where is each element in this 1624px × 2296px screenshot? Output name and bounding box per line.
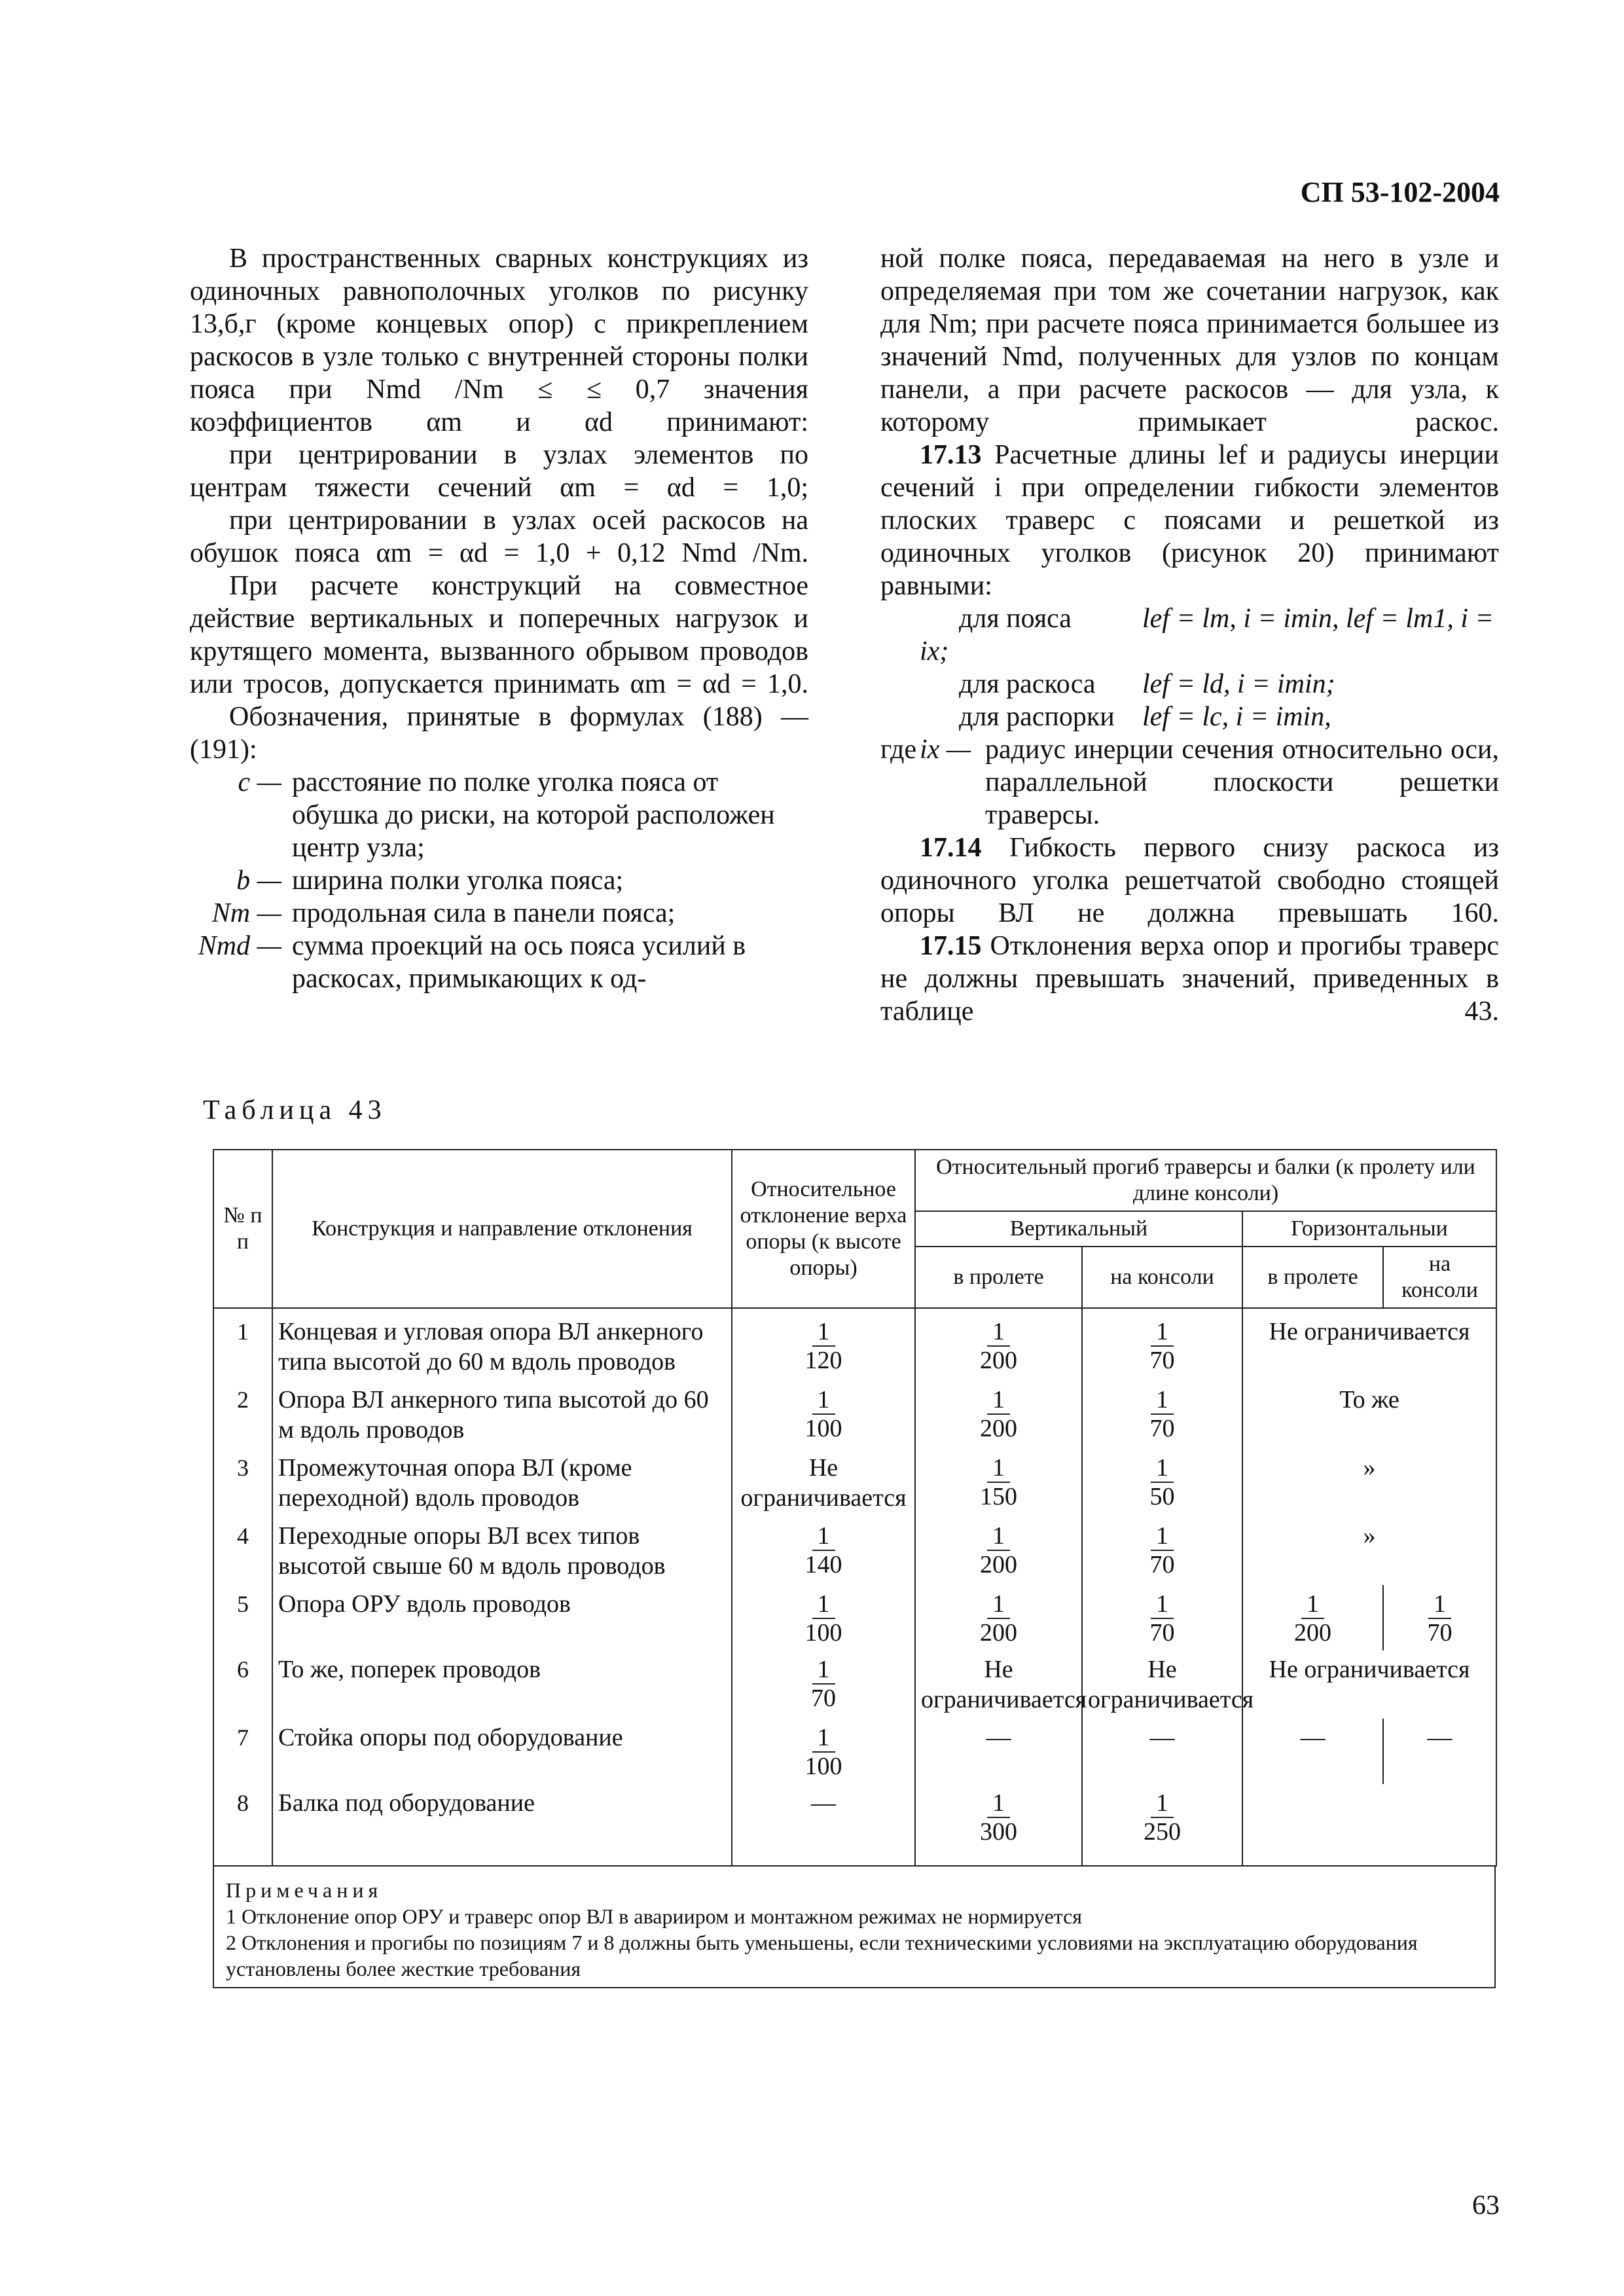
cell-vertical-console: [1082, 1308, 1242, 1381]
table-row: [213, 1784, 1496, 1866]
doc-code-header: СП 53-102-2004: [1300, 176, 1500, 208]
left-text-column: [190, 242, 808, 995]
table-notes: [213, 1867, 1496, 1988]
clause-17-13: 17.13 Расчетные длины lef и радиусы инерции сечений i при определении гибкости элементов плоских траверс с поясами и решеткой из одиночных уголков (рисунок 20) принимают равными:: [880, 440, 1500, 601]
cell-construction: Концевая и угловая опора ВЛ анкерного типа высотой до 60 м вдоль проводов: [272, 1308, 732, 1381]
definition-item: Nm — продольная сила в панели пояса;: [211, 898, 676, 928]
paragraph: В пространственных сварных конструкциях из одиночных равнополочных уголков по рисунку 13,б,г (кроме концевых опор) с прикреплением раскосов в узле только с внутренней стороны полки пояса при Nmd /Nm ≤ ≤ 0,7 значения коэффициентов αm и αd принимают:: [190, 244, 808, 437]
deflection-table: [213, 1149, 1497, 1867]
header-relative-sag: Относительный прогиб траверсы и балки (к пролету или длине консоли): [915, 1150, 1496, 1211]
cell-vertical-span: [915, 1784, 1082, 1866]
cell-horizontal: Не ограничивается: [1242, 1650, 1496, 1719]
fraction: $\frac{1}{200}$: [1294, 1590, 1331, 1647]
table-43: [213, 1149, 1496, 1988]
table-row: [213, 1381, 1496, 1449]
paragraph: при центрировании в узлах элементов по центрам тяжести сечений αm = αd = 1,0;: [190, 440, 808, 503]
table-row: [213, 1650, 1496, 1719]
cell-num: 7: [213, 1719, 272, 1784]
clause-17-14: 17.14 Гибкость первого снизу раскоса из одиночного уголка решетчатой свободно стоящей опоры ВЛ не должна превышать 160.: [880, 833, 1500, 928]
header-horizontal-span: в пролете: [1242, 1247, 1383, 1308]
cell-construction: Переходные опоры ВЛ всех типов высотой свыше 60 м вдоль проводов: [272, 1517, 732, 1585]
notes-title: Примечания: [226, 1878, 383, 1902]
cell-vertical-console: Не ограничивается: [1082, 1650, 1242, 1719]
definition-item: Nmd — сумма проекций на ось пояса усилий в раскосах, примыкающих к од-: [198, 931, 746, 994]
paragraph: При расчете конструкций на совместное действие вертикальных и поперечных нагрузок и крутящего момента, вызванного обрывом проводов или тросов, допускается принимать αm = αd = 1,0.: [190, 571, 808, 699]
header-horizontal: Горизонтальныи: [1242, 1211, 1496, 1247]
definition-item: c — расстояние по полке уголка пояса от обушка до риски, на которой расположен центр узла;: [238, 767, 775, 863]
fraction: $\frac{1}{70}$: [1149, 1522, 1175, 1578]
formula-line: для пояса lef = lm, i = imin, lef = lm1, i = ix;: [920, 604, 1494, 666]
table-row: [213, 1585, 1496, 1650]
fraction: $\frac{1}{120}$: [804, 1318, 842, 1374]
cell-vertical-span: [915, 1449, 1082, 1517]
cell-num: 6: [213, 1650, 272, 1719]
fraction: $\frac{1}{70}$: [811, 1656, 836, 1712]
cell-vertical-span: [915, 1585, 1082, 1650]
header-relative-deflection: Относительное отклонение верха опоры (к высоте опоры): [732, 1150, 915, 1308]
fraction: $\frac{1}{50}$: [1149, 1454, 1175, 1510]
right-text-column: [880, 242, 1499, 1028]
formula-line: для распорки lef = lc, i = imin,: [959, 702, 1331, 732]
cell-top-deflection: [732, 1308, 915, 1381]
cell-vertical-console: [1082, 1784, 1242, 1866]
cell-construction: Опора ОРУ вдоль проводов: [272, 1585, 732, 1650]
cell-vertical-console: —: [1082, 1719, 1242, 1784]
fraction: $\frac{1}{70}$: [1149, 1386, 1175, 1442]
fraction: $\frac{1}{70}$: [1427, 1590, 1453, 1647]
header-construction: Конструкция и направление отклонения: [272, 1150, 732, 1308]
paragraph: при центрировании в узлах осей раскосов на обушок пояса αm = αd = 1,0 + 0,12 Nmd /Nm.: [190, 505, 808, 568]
definition-item: b — ширина полки уголка пояса;: [236, 866, 624, 896]
header-vertical: Вертикальный: [915, 1211, 1242, 1247]
fraction: $\frac{1}{200}$: [980, 1522, 1017, 1578]
cell-vertical-span: [915, 1381, 1082, 1449]
cell-top-deflection: [732, 1719, 915, 1784]
cell-construction: Балка под оборудование: [272, 1784, 732, 1866]
cell-num: 2: [213, 1381, 272, 1449]
formula-line: для раскоса lef = ld, i = imin;: [959, 669, 1335, 699]
fraction: $\frac{1}{100}$: [804, 1724, 842, 1780]
table-body: [213, 1308, 1496, 1866]
cell-vertical-span: [915, 1308, 1082, 1381]
header-num: № п п: [213, 1150, 272, 1308]
cell-num: 8: [213, 1784, 272, 1866]
table-row: [213, 1449, 1496, 1517]
fraction: $\frac{1}{200}$: [980, 1318, 1017, 1374]
cell-vertical-console: [1082, 1381, 1242, 1449]
fraction: $\frac{1}{100}$: [804, 1590, 842, 1647]
paragraph: Обозначения, принятые в формулах (188) — (191):: [190, 702, 808, 765]
cell-vertical-console: [1082, 1449, 1242, 1517]
cell-top-deflection: [732, 1517, 915, 1585]
cell-horizontal: »: [1242, 1517, 1496, 1585]
cell-num: 5: [213, 1585, 272, 1650]
cell-top-deflection: —: [732, 1784, 915, 1866]
formula-block: [880, 602, 1499, 733]
fraction: $\frac{1}{250}$: [1144, 1789, 1181, 1846]
cell-vertical-span: Не ограничивается: [915, 1650, 1082, 1719]
fraction: $\frac{1}{300}$: [980, 1789, 1017, 1846]
table-row: [213, 1719, 1496, 1784]
cell-top-deflection: [732, 1381, 915, 1449]
cell-top-deflection: [732, 1650, 915, 1719]
cell-num: 1: [213, 1308, 272, 1381]
cell-top-deflection: [732, 1585, 915, 1650]
cell-vertical-span: [915, 1517, 1082, 1585]
cell-horizontal-span: —: [1242, 1719, 1383, 1784]
fraction: $\frac{1}{70}$: [1149, 1590, 1175, 1647]
cell-num: 3: [213, 1449, 272, 1517]
cell-construction: То же, поперек проводов: [272, 1650, 732, 1719]
note-item: 1 Отклонение опор ОРУ и траверс опор ВЛ в аварииром и монтажном режимах не нормируется: [226, 1904, 1082, 1928]
header-vertical-console: на консоли: [1082, 1247, 1242, 1308]
table-row: [213, 1517, 1496, 1585]
cell-construction: Опора ВЛ анкерного типа высотой до 60 м вдоль проводов: [272, 1381, 732, 1449]
cell-vertical-span: —: [915, 1719, 1082, 1784]
cell-horizontal: Не ограничивается: [1242, 1308, 1496, 1381]
fraction: $\frac{1}{70}$: [1149, 1318, 1175, 1374]
cell-horizontal: [1242, 1784, 1496, 1866]
cell-horizontal-console: —: [1383, 1719, 1496, 1784]
header-vertical-span: в пролете: [915, 1247, 1082, 1308]
cell-top-deflection: Не ограничивается: [732, 1449, 915, 1517]
note-item: 2 Отклонения и прогибы по позициям 7 и 8 должны быть уменьшены, если техническими условиями на эксплуатацию оборудования установлены более жесткие требования: [226, 1931, 1418, 1980]
cell-horizontal: »: [1242, 1449, 1496, 1517]
fraction: $\frac{1}{140}$: [804, 1522, 842, 1578]
cell-num: 4: [213, 1517, 272, 1585]
cell-construction: Стойка опоры под оборудование: [272, 1719, 732, 1784]
where-definition: где ix — радиус инерции сечения относительно оси, параллельной плоскости решетки траверсы.: [880, 735, 1499, 830]
cell-horizontal-console: [1383, 1585, 1496, 1650]
cell-horizontal: То же: [1242, 1381, 1496, 1449]
table-caption: Таблица 43: [203, 1095, 387, 1125]
fraction: $\frac{1}{150}$: [980, 1454, 1017, 1510]
cell-construction: Промежуточная опора ВЛ (кроме переходной) вдоль проводов: [272, 1449, 732, 1517]
cell-horizontal-span: [1242, 1585, 1383, 1650]
fraction: $\frac{1}{100}$: [804, 1386, 842, 1442]
fraction: $\frac{1}{200}$: [980, 1386, 1017, 1442]
header-horizontal-console: на консоли: [1383, 1247, 1496, 1308]
clause-17-15: 17.15 Отклонения верха опор и прогибы траверс не должны превышать значений, приведенных в таблице 43.: [880, 931, 1500, 1027]
page-number: 63: [1472, 2191, 1500, 2221]
table-row: [213, 1308, 1496, 1381]
paragraph: ной полке пояса, передаваемая на него в узле и определяемая при том же сочетании нагрузок, как для Nm; при расчете пояса принимается большее из значений Nmd, полученных для узлов по концам панели, а при расчете раскосов — для узла, к которому примыкает раскос.: [880, 244, 1499, 437]
fraction: $\frac{1}{200}$: [980, 1590, 1017, 1647]
cell-vertical-console: [1082, 1517, 1242, 1585]
cell-vertical-console: [1082, 1585, 1242, 1650]
